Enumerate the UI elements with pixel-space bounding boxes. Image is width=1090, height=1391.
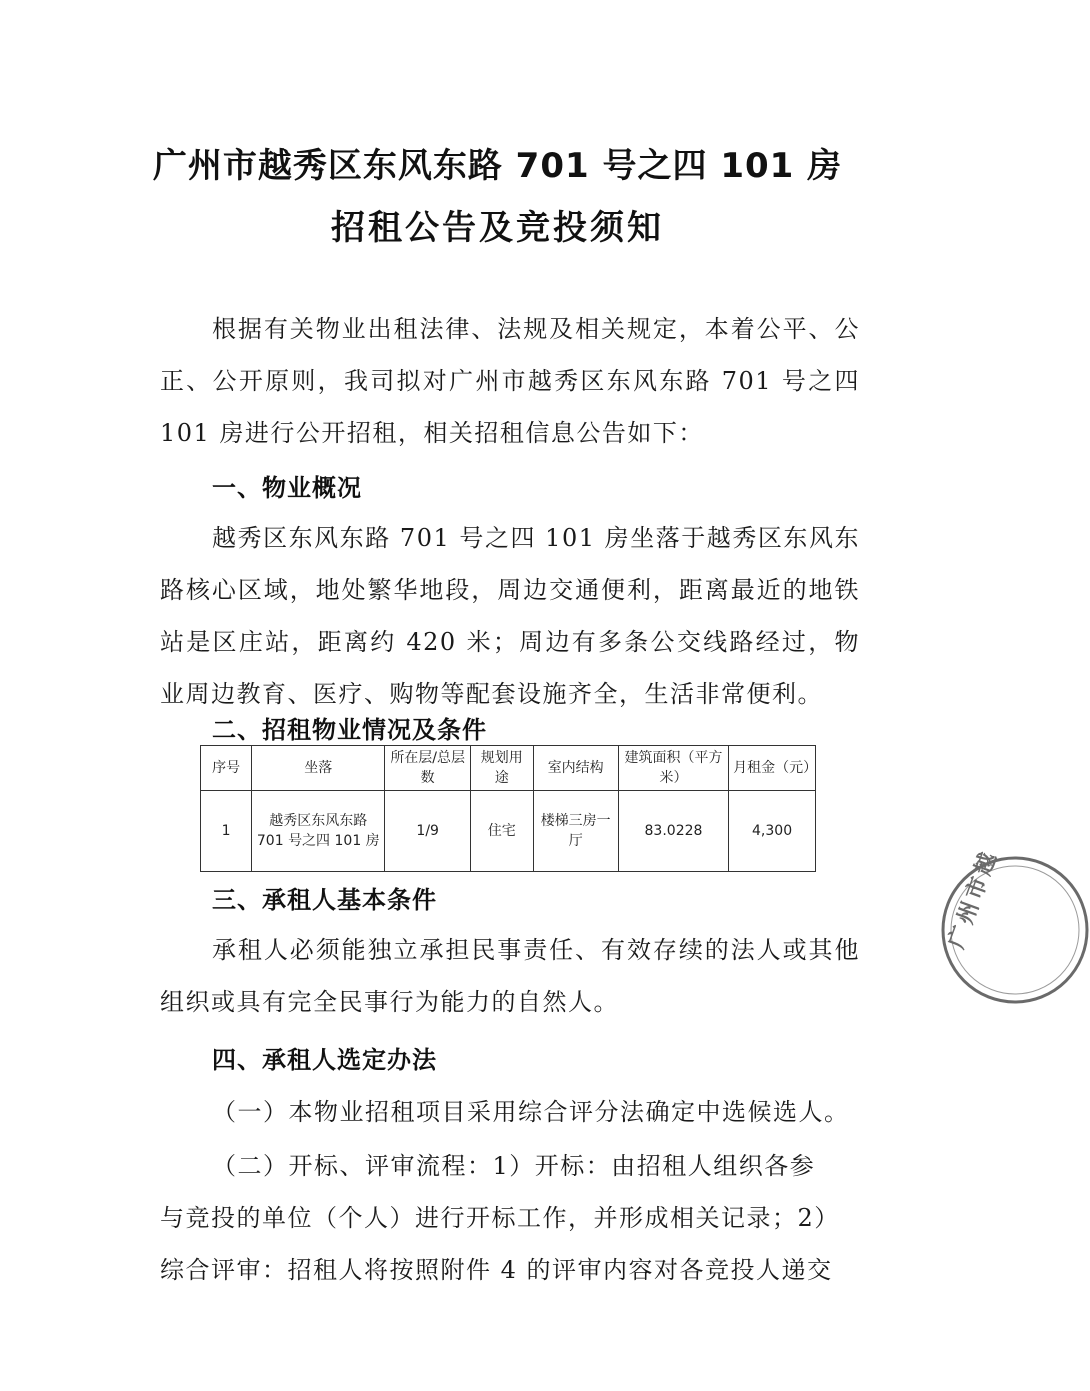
section-4-item-1: （一）本物业招租项目采用综合评分法确定中选候选人。	[212, 1098, 850, 1126]
table-cell: 1	[201, 791, 252, 872]
section-1-body: 越秀区东风东路 701 号之四 101 房坐落于越秀区东风东路核心区域，地处繁华地段，周边交通便利，距离最近的地铁站是区庄站，距离约 420 米；周边有多条公交线路经过，物业周边教育、医疗、购物等配套设施齐全，生活非常便利。	[160, 524, 860, 708]
table-header-row	[201, 746, 816, 791]
table-header-cell: 建筑面积（平方米）	[618, 746, 728, 791]
title-line-2: 招租公告及竞投须知	[331, 208, 664, 248]
table-header-cell: 所在层/总层数	[385, 746, 471, 791]
table-header-cell: 坐落	[252, 746, 385, 791]
intro-paragraph: 根据有关物业出租法律、法规及相关规定，本着公平、公正、公开原则，我司拟对广州市越秀区东风东路 701 号之四 101 房进行公开招租，相关招租信息公告如下：	[160, 315, 860, 447]
section-3-heading: 三、承租人基本条件	[212, 886, 437, 914]
seal-text: 广州市越	[944, 845, 1004, 953]
section-4-heading: 四、承租人选定办法	[212, 1046, 437, 1074]
table-cell: 楼梯三房一厅	[533, 791, 618, 872]
company-seal	[940, 845, 1090, 1005]
table-cell: 住宅	[471, 791, 534, 872]
table-cell: 83.0228	[618, 791, 728, 872]
table-cell: 1/9	[385, 791, 471, 872]
section-4-item-2-line-1: （二）开标、评审流程：1）开标：由招租人组织各参	[212, 1152, 816, 1180]
section-2-heading: 二、招租物业情况及条件	[212, 716, 487, 744]
section-1-heading: 一、物业概况	[212, 474, 362, 502]
table-header-cell: 序号	[201, 746, 252, 791]
section-4-item-2-line-2: 与竞投的单位（个人）进行开标工作，并形成相关记录；2）	[160, 1204, 840, 1232]
section-4-item-2-line-3: 综合评审：招租人将按照附件 4 的评审内容对各竞投人递交	[160, 1256, 833, 1284]
table-header-cell: 规划用途	[471, 746, 534, 791]
table-row	[201, 791, 816, 872]
property-table	[200, 745, 816, 872]
table-cell: 越秀区东风东路 701 号之四 101 房	[252, 791, 385, 872]
section-3-body: 承租人必须能独立承担民事责任、有效存续的法人或其他组织或具有完全民事行为能力的自然人。	[160, 936, 860, 1016]
table-header-cell: 室内结构	[533, 746, 618, 791]
title-line-1: 广州市越秀区东风东路 701 号之四 101 房	[152, 146, 843, 186]
table-cell: 4,300	[729, 791, 816, 872]
table-header-cell: 月租金（元）	[729, 746, 816, 791]
